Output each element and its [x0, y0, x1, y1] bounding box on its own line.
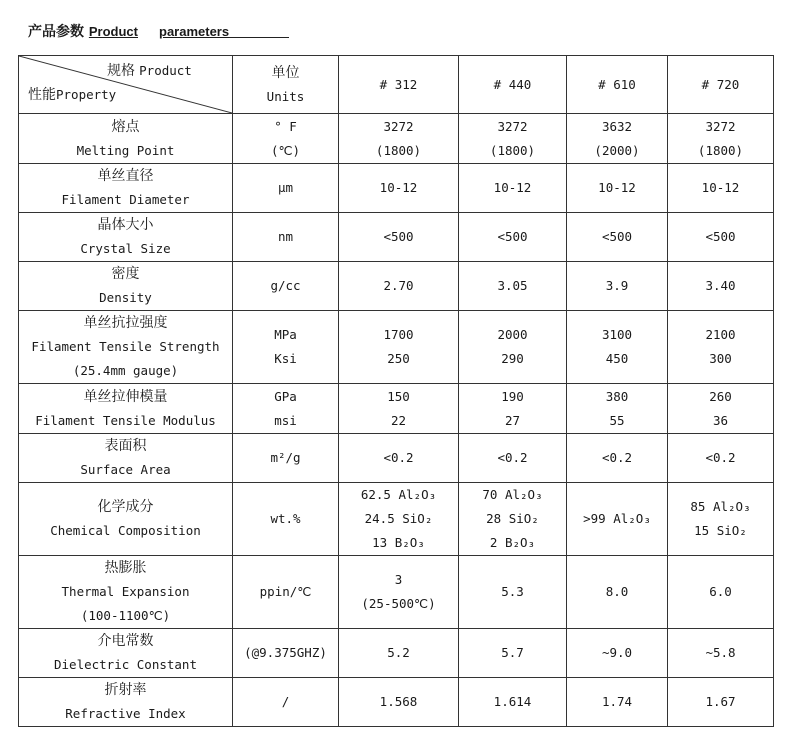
value-text: 36: [712, 412, 729, 428]
value-text: 260: [709, 388, 732, 404]
value-text: 3272: [497, 118, 528, 134]
property-name-zh: 单丝拉伸模量: [83, 388, 168, 405]
value-text: 5.2: [387, 645, 410, 660]
value-cell: [339, 678, 459, 727]
value-cell: [567, 629, 668, 678]
value-cell: [459, 164, 567, 213]
value-cell: [668, 556, 774, 629]
value-cell: [567, 311, 668, 384]
unit-cell: [233, 311, 339, 384]
value-text: <500: [383, 229, 414, 244]
unit-value: GPa: [274, 388, 297, 404]
value-text: 3272: [705, 118, 736, 134]
value-text: 450: [605, 351, 629, 366]
property-name-cell: [19, 483, 233, 556]
value-cell: [459, 262, 567, 311]
header-row: [19, 56, 774, 114]
unit-cell: [233, 384, 339, 434]
value-text: (1800): [375, 142, 422, 158]
unit-cell: [233, 213, 339, 262]
value-cell: [668, 213, 774, 262]
value-text: 8.0: [605, 584, 629, 599]
value-text: 85 Al₂O₃: [690, 499, 751, 514]
value-text: 1.67: [705, 694, 736, 709]
property-name-zh: 化学成分: [97, 499, 154, 515]
value-text: 3272: [383, 118, 414, 134]
value-cell: [459, 384, 567, 434]
property-name-en: Melting Point: [76, 142, 175, 158]
property-name-zh: 单丝抗拉强度: [83, 315, 168, 331]
property-name-en: (100-1100℃): [80, 608, 171, 623]
value-text: 3632: [601, 118, 633, 134]
property-name-cell: [19, 434, 233, 483]
value-text: 2000: [497, 327, 528, 342]
value-cell: [567, 678, 668, 727]
property-name-cell: [19, 164, 233, 213]
value-text: 15 SiO₂: [694, 523, 747, 538]
property-name-en: Crystal Size: [80, 241, 171, 256]
unit-value: (@9.375GHZ): [244, 645, 327, 660]
value-text: 380: [605, 388, 629, 404]
property-name-en: Surface Area: [80, 462, 171, 477]
unit-value: msi: [274, 412, 297, 428]
property-name-zh: 熔点: [111, 118, 140, 135]
value-text: 62.5 Al₂O₃: [360, 487, 437, 502]
value-text: <0.2: [497, 450, 528, 465]
unit-cell: [233, 483, 339, 556]
value-text: <500: [601, 229, 633, 244]
value-cell: [668, 384, 774, 434]
unit-cell: [233, 678, 339, 727]
value-cell: [339, 114, 459, 164]
property-name-zh: 热膨胀: [104, 560, 147, 576]
property-name-cell: [19, 262, 233, 311]
header-diagonal-cell: [19, 56, 233, 114]
value-text: 10-12: [598, 180, 636, 195]
unit-cell: [233, 262, 339, 311]
value-cell: [668, 434, 774, 483]
product-parameters-table: [18, 55, 774, 727]
property-name-en: Filament Tensile Modulus: [35, 412, 216, 428]
heading-zh: 产品参数: [28, 24, 84, 40]
unit-cell: [233, 434, 339, 483]
value-text: 27: [504, 412, 521, 428]
value-text: 290: [501, 351, 524, 366]
value-cell: [668, 164, 774, 213]
property-name-cell: [19, 114, 233, 164]
unit-cell: [233, 114, 339, 164]
property-row: [19, 384, 774, 434]
spec-label: 规格 Product: [107, 63, 192, 79]
property-name-en: Filament Diameter: [61, 192, 190, 207]
property-name-cell: [19, 629, 233, 678]
value-cell: [567, 213, 668, 262]
property-name-cell: [19, 311, 233, 384]
property-name-en: Dielectric Constant: [54, 657, 197, 672]
value-text: 3100: [601, 327, 633, 342]
property-name-cell: [19, 213, 233, 262]
value-cell: [459, 434, 567, 483]
property-row: [19, 434, 774, 483]
unit-value: MPa: [274, 327, 297, 342]
value-text: 300: [709, 351, 732, 366]
heading-underline: [229, 37, 289, 38]
value-cell: [339, 629, 459, 678]
value-cell: [339, 483, 459, 556]
value-text: 1.614: [493, 694, 532, 709]
value-text: 28 SiO₂: [486, 511, 539, 526]
unit-cell: [233, 164, 339, 213]
value-text: 22: [390, 412, 407, 428]
value-cell: [567, 483, 668, 556]
property-row: [19, 114, 774, 164]
unit-value: nm: [277, 229, 294, 244]
unit-cell: [233, 629, 339, 678]
property-row: [19, 678, 774, 727]
value-text: 70 Al₂O₃: [482, 487, 543, 502]
property-row: [19, 556, 774, 629]
value-cell: [339, 262, 459, 311]
value-cell: [668, 678, 774, 727]
grade-header: # 610: [567, 56, 668, 114]
unit-value: μm: [277, 180, 294, 195]
value-text: 3.9: [605, 278, 629, 293]
value-cell: [339, 311, 459, 384]
value-text: 6.0: [709, 584, 732, 599]
value-text: <500: [705, 229, 736, 244]
unit-value: (℃): [270, 142, 301, 158]
value-text: <0.2: [601, 450, 633, 465]
unit-value: wt.%: [270, 511, 301, 526]
grade-header: # 720: [668, 56, 774, 114]
value-text: 2100: [705, 327, 736, 342]
value-cell: [668, 629, 774, 678]
value-text: 13 B₂O₃: [372, 535, 425, 550]
value-cell: [668, 483, 774, 556]
value-text: <0.2: [705, 450, 736, 465]
value-cell: [567, 434, 668, 483]
property-name-cell: [19, 384, 233, 434]
value-text: (2000): [594, 142, 640, 158]
property-row: [19, 311, 774, 384]
value-text: (1800): [489, 142, 536, 158]
property-name-zh: 折射率: [104, 682, 147, 698]
value-text: 24.5 SiO₂: [364, 511, 433, 526]
property-row: [19, 629, 774, 678]
value-cell: [339, 164, 459, 213]
unit-value: ppin/℃: [259, 584, 312, 599]
value-cell: [567, 164, 668, 213]
value-cell: [459, 629, 567, 678]
value-cell: [339, 434, 459, 483]
value-text: 10-12: [701, 180, 740, 195]
value-cell: [459, 114, 567, 164]
value-cell: [339, 213, 459, 262]
value-text: (25-500℃): [361, 596, 436, 611]
property-name-en: Thermal Expansion: [61, 584, 190, 599]
value-cell: [459, 213, 567, 262]
property-name-zh: 密度: [111, 266, 140, 282]
value-cell: [459, 483, 567, 556]
value-text: 10-12: [493, 180, 532, 195]
property-name-en: (25.4mm gauge): [72, 363, 179, 378]
value-cell: [567, 262, 668, 311]
value-text: (1800): [697, 142, 744, 158]
property-row: [19, 213, 774, 262]
value-text: >99 Al₂O₃: [583, 511, 651, 526]
unit-value: ° F: [274, 118, 297, 134]
property-name-en: Refractive Index: [65, 706, 186, 721]
value-text: 5.7: [501, 645, 524, 660]
value-cell: [459, 311, 567, 384]
unit-value: m²/g: [270, 450, 301, 465]
value-text: 1.568: [379, 694, 418, 709]
value-cell: [567, 556, 668, 629]
heading-en-product: Product: [88, 24, 138, 39]
page-heading: [28, 21, 289, 41]
unit-value: Ksi: [274, 351, 297, 366]
value-text: 2.70: [383, 278, 414, 293]
property-name-en: Chemical Composition: [50, 523, 201, 538]
heading-en-parameters: parameters: [159, 24, 230, 39]
grade-header: # 312: [339, 56, 459, 114]
property-name-zh: 介电常数: [97, 633, 154, 649]
units-header: 单位 Units: [233, 56, 339, 114]
value-cell: [339, 384, 459, 434]
value-text: ~5.8: [705, 645, 736, 660]
value-text: <500: [497, 229, 528, 244]
unit-cell: [233, 556, 339, 629]
value-text: 5.3: [501, 584, 524, 599]
value-text: ~9.0: [601, 645, 633, 660]
value-cell: [668, 311, 774, 384]
value-text: 1700: [383, 327, 414, 342]
property-row: [19, 483, 774, 556]
property-name-cell: [19, 556, 233, 629]
property-name-en: Filament Tensile Strength: [31, 339, 220, 354]
property-row: [19, 164, 774, 213]
property-name-zh: 单丝直径: [97, 168, 154, 184]
property-name-cell: [19, 678, 233, 727]
value-text: 3: [394, 572, 403, 587]
value-cell: [567, 384, 668, 434]
property-name-zh: 表面积: [104, 438, 147, 454]
value-cell: [567, 114, 668, 164]
value-cell: [668, 262, 774, 311]
grade-header: # 440: [459, 56, 567, 114]
value-text: 3.05: [497, 278, 528, 293]
value-cell: [459, 678, 567, 727]
value-text: 10-12: [379, 180, 418, 195]
value-text: 1.74: [601, 694, 633, 709]
value-text: <0.2: [383, 450, 414, 465]
value-cell: [459, 556, 567, 629]
value-cell: [339, 556, 459, 629]
value-text: 250: [387, 351, 410, 366]
value-text: 150: [387, 388, 410, 404]
value-text: 2 B₂O₃: [489, 535, 536, 550]
property-label: 性能Property: [28, 87, 117, 103]
value-text: 55: [609, 412, 625, 428]
property-name-en: Density: [99, 290, 152, 305]
property-name-zh: 晶体大小: [97, 217, 154, 233]
value-text: 190: [501, 388, 524, 404]
unit-value: g/cc: [270, 278, 301, 293]
value-text: 3.40: [705, 278, 736, 293]
property-row: [19, 262, 774, 311]
value-cell: [668, 114, 774, 164]
unit-value: /: [281, 694, 290, 709]
